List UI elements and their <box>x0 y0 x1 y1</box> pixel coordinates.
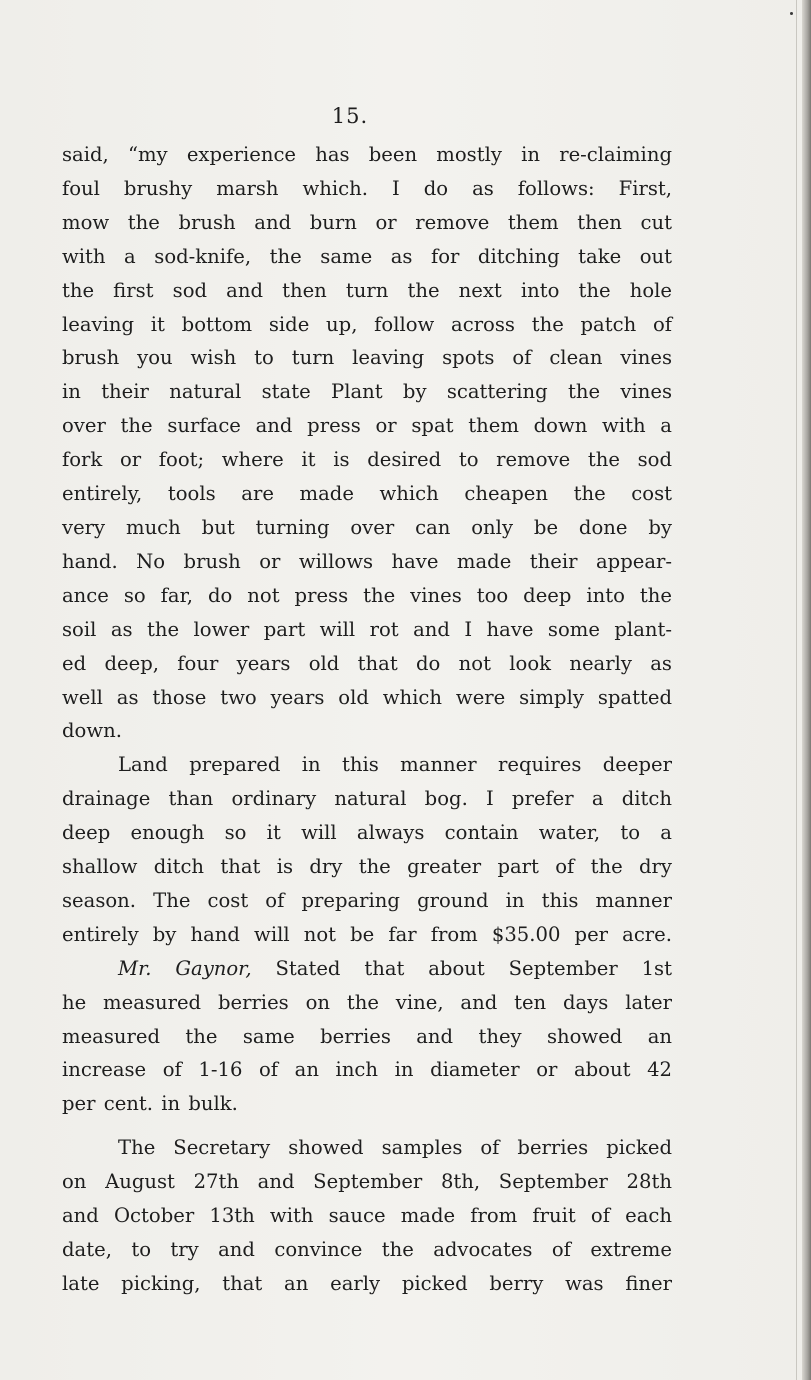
text-line-rest: Stated that about September 1st <box>251 956 672 980</box>
text-line: increase of 1-16 of an inch in diameter or about 42 <box>62 1058 672 1082</box>
page-edge-shadow <box>802 0 811 1380</box>
text-line: measured the same berries and they showed an <box>62 1024 672 1048</box>
text-line: down. <box>62 719 122 743</box>
text-line: soil as the lower part will rot and I have some plant- <box>62 617 672 641</box>
text-line: in their natural state Plant by scattering the vines <box>62 380 672 404</box>
text-line: entirely, tools are made which cheapen the cost <box>62 482 672 506</box>
paragraph-4 <box>62 1131 672 1301</box>
page-edge-line <box>796 0 797 1380</box>
text-line: fork or foot; where it is desired to remove the sod <box>62 448 672 472</box>
text-line: drainage than ordinary natural bog. I prefer a ditch <box>62 787 672 811</box>
page-number: 15. <box>331 104 369 128</box>
text-line: on August 27th and September 8th, September 28th <box>62 1170 672 1194</box>
paragraph-1 <box>62 138 672 748</box>
text-line <box>62 952 672 986</box>
text-line: over the surface and press or spat them down with a <box>62 414 672 438</box>
text-line: said, “my experience has been mostly in re-claiming <box>62 143 672 166</box>
text-line: he measured berries on the vine, and ten days later <box>62 990 672 1014</box>
paragraph-2 <box>62 748 672 951</box>
text-line: ance so far, do not press the vines too deep into the <box>62 583 672 607</box>
text-line: and October 13th with sauce made from fruit of each <box>62 1204 672 1228</box>
text-line: mow the brush and burn or remove them then cut <box>62 210 672 234</box>
text-line: with a sod-knife, the same as for ditching take out <box>62 244 672 268</box>
text-line: brush you wish to turn leaving spots of clean vines <box>62 346 672 370</box>
text-line: entirely by hand will not be far from $35.00 per acre. <box>62 922 672 946</box>
text-line: late picking, that an early picked berry was finer <box>62 1271 672 1295</box>
text-line: hand. No brush or willows have made their appear- <box>62 549 672 573</box>
text-line: shallow ditch that is dry the greater part of the dry <box>62 855 672 879</box>
scan-speck <box>790 12 793 15</box>
text-line: deep enough so it will always contain water, to a <box>62 821 672 845</box>
text-line: date, to try and convince the advocates of extreme <box>62 1238 672 1261</box>
text-line: well as those two years old which were simply spatted <box>62 685 672 709</box>
paragraph-3 <box>62 952 672 1122</box>
paragraph-gap <box>62 1121 672 1131</box>
text-line: season. The cost of preparing ground in this manner <box>62 888 672 912</box>
speaker-name: Mr. Gaynor, <box>118 956 252 980</box>
text-line: foul brushy marsh which. I do as follows: First, <box>62 176 672 200</box>
body-text <box>62 138 672 1301</box>
text-line: per cent. in bulk. <box>62 1092 238 1116</box>
text-line: the first sod and then turn the next into the hole <box>62 278 672 302</box>
text-line: ed deep, four years old that do not look nearly as <box>62 651 672 675</box>
text-line: The Secretary showed samples of berries picked <box>118 1136 672 1160</box>
text-line: leaving it bottom side up, follow across the patch of <box>62 312 672 336</box>
text-line: Land prepared in this manner requires deeper <box>118 753 672 777</box>
text-line: very much but turning over can only be done by <box>62 515 672 539</box>
